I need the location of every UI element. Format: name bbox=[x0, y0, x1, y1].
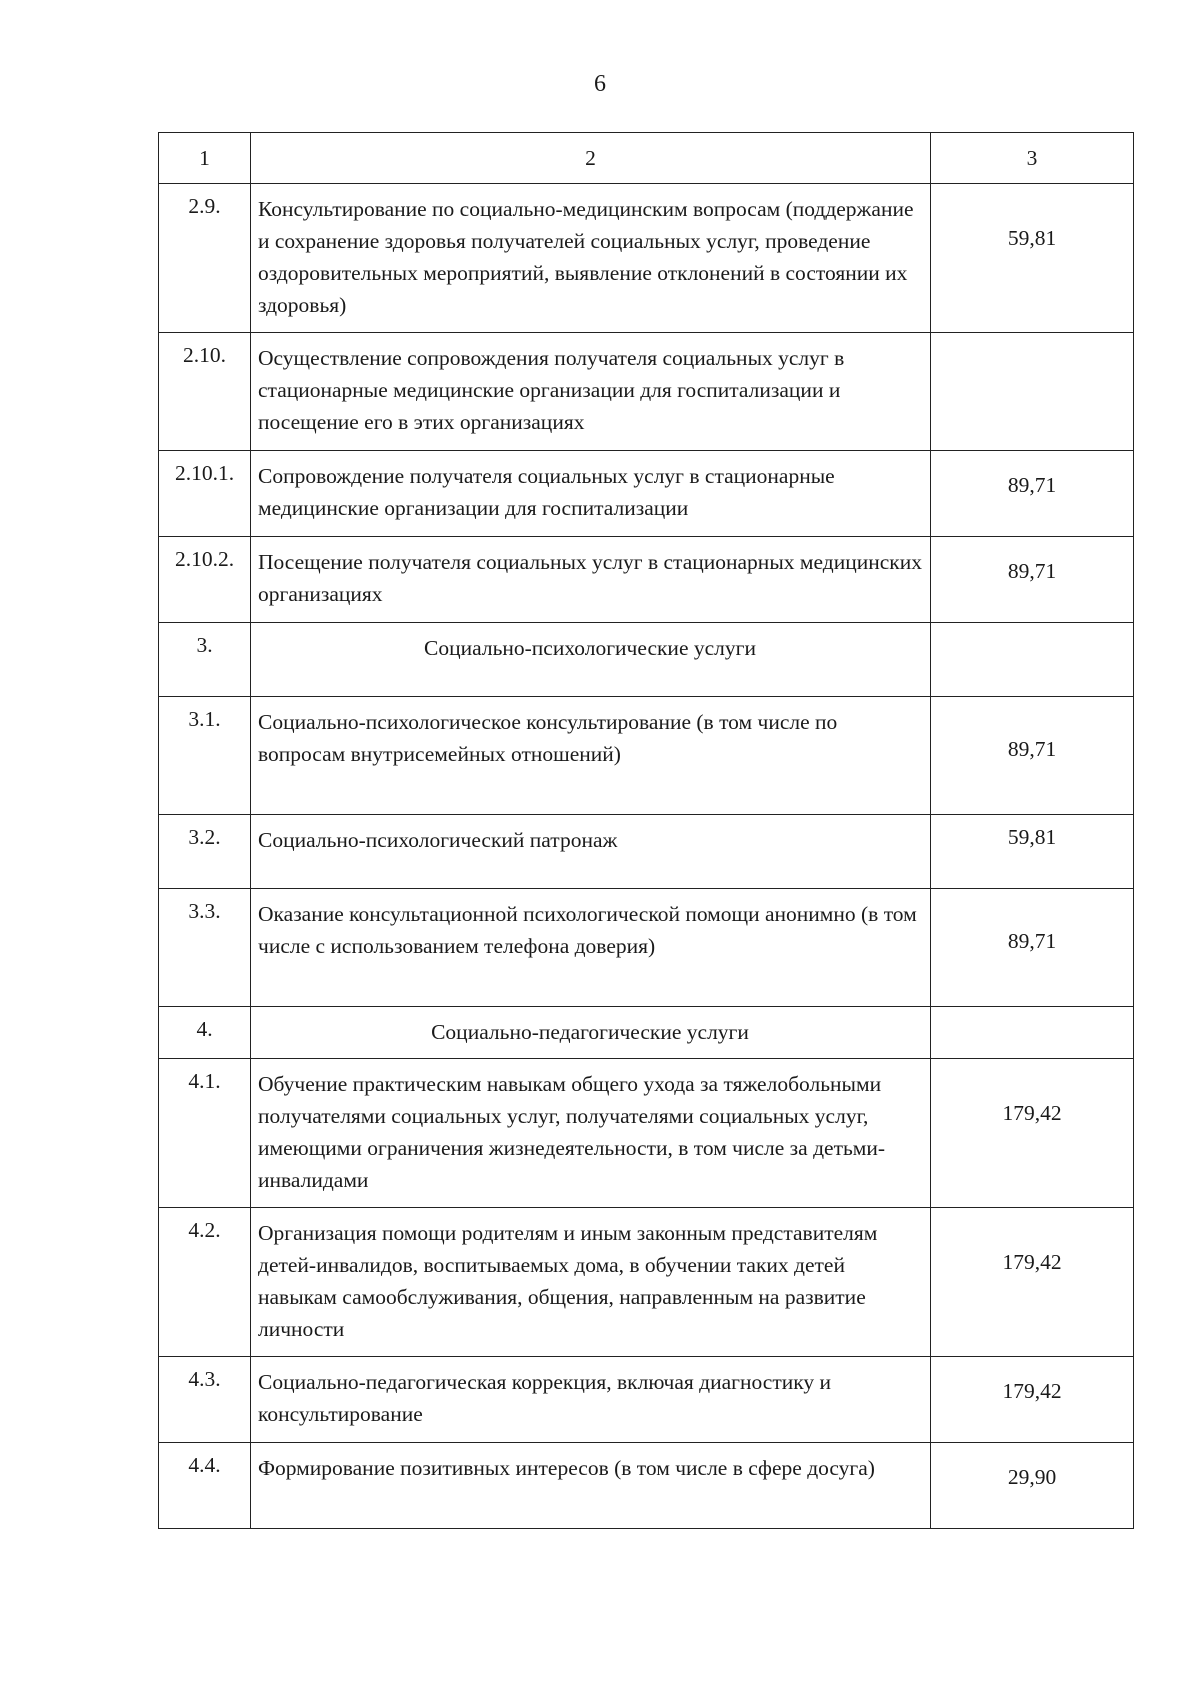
table-row bbox=[159, 537, 1134, 623]
service-description: Консультирование по социально-медицинским вопросам (поддержание и сохранение здоровья получателей социальных услуг, проведение оздоровительных мероприятий, выявление отклонений в состоянии их здоровья) bbox=[251, 184, 931, 333]
service-description: Формирование позитивных интересов (в том числе в сфере досуга) bbox=[251, 1443, 931, 1529]
row-number: 2.10. bbox=[159, 333, 251, 451]
row-number: 2.10.1. bbox=[159, 451, 251, 537]
row-number: 4.1. bbox=[159, 1059, 251, 1208]
service-price: 179,42 bbox=[931, 1208, 1134, 1357]
service-description: Осуществление сопровождения получателя социальных услуг в стационарные медицинские организации для госпитализации и посещение его в этих организациях bbox=[251, 333, 931, 451]
table-row bbox=[159, 451, 1134, 537]
table-row bbox=[159, 184, 1134, 333]
service-description: Посещение получателя социальных услуг в стационарных медицинских организациях bbox=[251, 537, 931, 623]
table-row bbox=[159, 1357, 1134, 1443]
table-row bbox=[159, 333, 1134, 451]
service-price: 179,42 bbox=[931, 1059, 1134, 1208]
service-price: 59,81 bbox=[931, 815, 1134, 889]
section-row bbox=[159, 1007, 1134, 1059]
row-number: 4.2. bbox=[159, 1208, 251, 1357]
service-price bbox=[931, 623, 1134, 697]
table-row bbox=[159, 815, 1134, 889]
row-number: 4. bbox=[159, 1007, 251, 1059]
section-title: Социально-психологические услуги bbox=[251, 623, 931, 697]
table-row bbox=[159, 697, 1134, 815]
service-description: Организация помощи родителям и иным законным представителям детей-инвалидов, воспитываемых дома, в обучении таких детей навыкам самообслуживания, общения, направленным на развитие личности bbox=[251, 1208, 931, 1357]
service-description: Сопровождение получателя социальных услуг в стационарные медицинские организации для госпитализации bbox=[251, 451, 931, 537]
service-price: 59,81 bbox=[931, 184, 1134, 333]
service-price: 89,71 bbox=[931, 889, 1134, 1007]
header-cell-3: 3 bbox=[931, 133, 1134, 184]
row-number: 2.9. bbox=[159, 184, 251, 333]
service-description: Социально-психологическое консультирование (в том числе по вопросам внутрисемейных отношений) bbox=[251, 697, 931, 815]
row-number: 3.3. bbox=[159, 889, 251, 1007]
table-header-row bbox=[159, 133, 1134, 184]
page-number: 6 bbox=[594, 71, 606, 97]
service-price bbox=[931, 1007, 1134, 1059]
table-row bbox=[159, 1059, 1134, 1208]
row-number: 3.1. bbox=[159, 697, 251, 815]
header-cell-1: 1 bbox=[159, 133, 251, 184]
service-description: Обучение практическим навыкам общего ухода за тяжелобольными получателями социальных услуг, получателями социальных услуг, имеющими ограничения жизнедеятельности, в том числе за детьми-инвалидами bbox=[251, 1059, 931, 1208]
service-price: 179,42 bbox=[931, 1357, 1134, 1443]
table-row bbox=[159, 1443, 1134, 1529]
service-price: 89,71 bbox=[931, 451, 1134, 537]
table-row bbox=[159, 889, 1134, 1007]
service-description: Оказание консультационной психологической помощи анонимно (в том числе с использованием телефона доверия) bbox=[251, 889, 931, 1007]
row-number: 4.3. bbox=[159, 1357, 251, 1443]
row-number: 2.10.2. bbox=[159, 537, 251, 623]
service-price bbox=[931, 333, 1134, 451]
table-row bbox=[159, 1208, 1134, 1357]
service-price: 89,71 bbox=[931, 537, 1134, 623]
row-number: 4.4. bbox=[159, 1443, 251, 1529]
service-price: 29,90 bbox=[931, 1443, 1134, 1529]
row-number: 3. bbox=[159, 623, 251, 697]
services-price-table bbox=[158, 132, 1134, 1529]
service-description: Социально-педагогическая коррекция, включая диагностику и консультирование bbox=[251, 1357, 931, 1443]
header-cell-2: 2 bbox=[251, 133, 931, 184]
section-title: Социально-педагогические услуги bbox=[251, 1007, 931, 1059]
row-number: 3.2. bbox=[159, 815, 251, 889]
service-description: Социально-психологический патронаж bbox=[251, 815, 931, 889]
service-price: 89,71 bbox=[931, 697, 1134, 815]
section-row bbox=[159, 623, 1134, 697]
